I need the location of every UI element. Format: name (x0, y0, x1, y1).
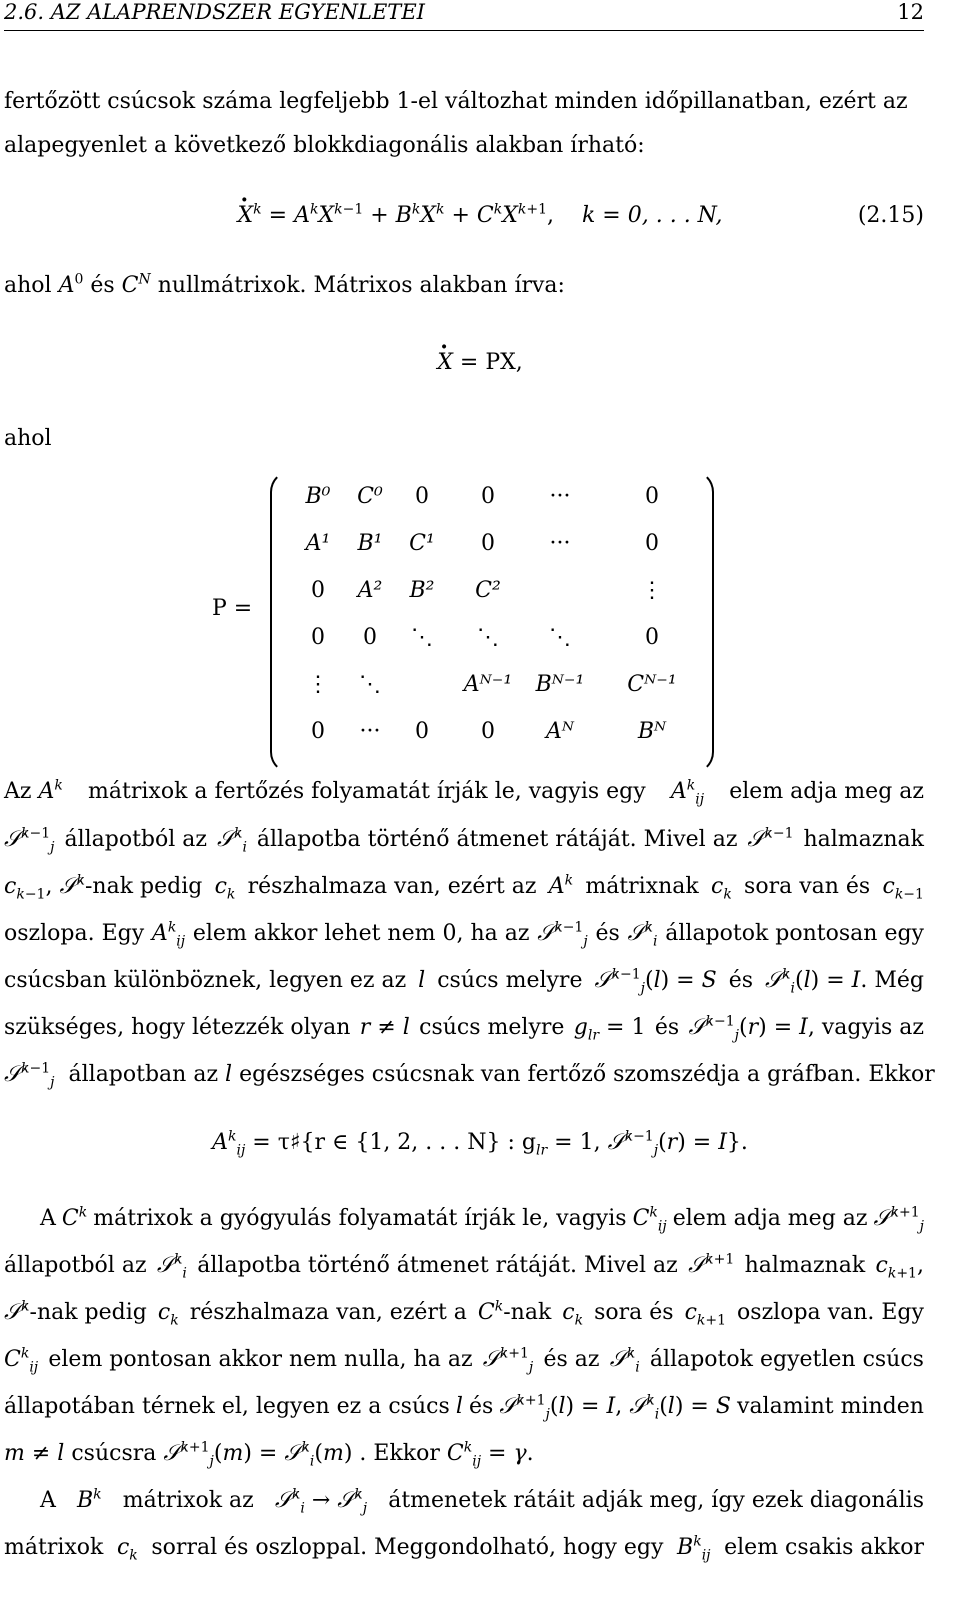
matrix-P (0, 470, 960, 770)
para2-line-3: 𝒮$^k$-nak pedig $c_k$ részhalmaza van, ezért a $C^k$-nak $c_k$ sora és $c_{k+1}$ oszlopa van. Egy (4, 1298, 924, 1329)
matrix-cell-r0-c4: ··· (549, 484, 571, 509)
matrix-cell-r2-c5: ⋮ (641, 578, 663, 603)
matrix-cell-r3-c5: 0 (645, 625, 659, 650)
matrix-cell-r1-c4: ··· (549, 531, 571, 556)
matrix-cell-r5-c0: 0 (311, 719, 325, 744)
matrix-cell-r4-c4: Bᴺ⁻¹ (535, 672, 585, 697)
para2-line-2: állapotból az 𝒮$^k_i$ állapotba történő átmenet rátáját. Mivel az 𝒮$^{k+1}$ halmaznak $c_{k+1}$, (4, 1251, 924, 1282)
equation-number: (2.15) (857, 203, 924, 228)
matrix-cell-r3-c3: ⋱ (477, 625, 499, 650)
para1-line-3: $c_{k-1}$, 𝒮$^k$-nak pedig $c_k$ részhalmaza van, ezért az $A^k$ mátrixnak $c_k$ sora van és $c_{k-1}$ (4, 872, 924, 903)
para1-line-1: Az $A^k$ mátrixok a fertőzés folyamatát írják le, vagyis egy $A^k_{ij}$ elem adja meg az (4, 777, 924, 808)
ahol-label: ahol (4, 426, 52, 451)
matrix-label: P = (212, 596, 253, 621)
para1-line-7: 𝒮$^{k-1}_j$ állapotban az l egészséges csúcsnak van fertőző szomszédja a gráfban. Ekkor (4, 1060, 935, 1091)
para3-line-2: mátrixok $c_k$ sorral és oszloppal. Meggondolható, hogy egy $B^k_{ij}$ elem csakis akkor (4, 1533, 924, 1564)
matrix-cell-r2-c1: A² (357, 578, 383, 603)
matrix-cell-r3-c1: 0 (363, 625, 377, 650)
matrix-cell-r1-c0: A¹ (305, 531, 331, 556)
intro-line-2: alapegyenlet a következő blokkdiagonális alakban írható: (4, 133, 645, 158)
matrix-cell-r4-c5: Cᴺ⁻¹ (627, 672, 677, 697)
equation-A-ij: $A^k_{ij}$ = τ♯{r ∈ {1, 2, . . . N} : $g_{lr} = 1$, 𝒮$^{k-1}_j$(r) = I}. (212, 1128, 748, 1159)
para1-line-4: oszlopa. Egy $A^k_{ij}$ elem akkor lehet nem 0, ha az 𝒮$^{k-1}_j$ és 𝒮$^k_i$ állapotok pontosan egy (4, 919, 924, 950)
intro-line-1: fertőzött csúcsok száma legfeljebb 1-el változhat minden időpillanatban, ezért az (4, 89, 908, 114)
page-number: 12 (897, 0, 924, 24)
matrix-cell-r5-c5: Bᴺ (637, 719, 667, 744)
matrix-cell-r3-c2: ⋱ (411, 625, 433, 650)
matrix-cell-r1-c3: 0 (481, 531, 495, 556)
para3-line-1: A $B^k$ mátrixok az 𝒮$^k_i$ → 𝒮$^k_j$ átmenetek rátáit adják meg, így ezek diagonális (40, 1486, 924, 1517)
para1-line-6: szükséges, hogy létezzék olyan r ≠ l csúcs melyre $g_{lr} = 1$ és 𝒮$^{k-1}_j$(r) = I, vagyis az (4, 1013, 924, 1044)
matrix-cell-r3-c0: 0 (311, 625, 325, 650)
running-header (4, 0, 924, 31)
section-title: 2.6. AZ ALAPRENDSZER EGYENLETEI (4, 0, 425, 24)
equation-range: k = 0, . . . N, (581, 203, 723, 228)
matrix-cell-r4-c0: ⋮ (307, 672, 329, 697)
para1-line-2: 𝒮$^{k-1}_j$ állapotból az 𝒮$^k_i$ állapotba történő átmenet rátáját. Mivel az 𝒮$^{k-1}$ halmaznak (4, 825, 924, 856)
ahol-line: ahol $A^0$ és $C^N$ nullmátrixok. Mátrixos alakban írva: (4, 271, 565, 298)
matrix-cell-r0-c1: C⁰ (357, 484, 383, 509)
para2-line-5: állapotában térnek el, legyen ez a csúcs l és 𝒮$^{k+1}_j$(l) = I, 𝒮$^k_i$(l) = S valamint minden (4, 1392, 924, 1423)
matrix-cell-r5-c2: 0 (415, 719, 429, 744)
equation-2-15: · $X^k = A^kX^{k-1} + B^kX^k + C^kX^{k+1}$, k = 0, . . . N, (0, 203, 960, 228)
matrix-cell-r0-c2: 0 (415, 484, 429, 509)
matrix-cell-r2-c2: B² (409, 578, 435, 603)
matrix-cell-r0-c0: B⁰ (305, 484, 331, 509)
matrix-cell-r3-c4: ⋱ (549, 625, 571, 650)
para2-line-1: A $C^k$ mátrixok a gyógyulás folyamatát írják le, vagyis $C^k_{ij}$ elem adja meg az 𝒮$^{k+1}_j$ (40, 1204, 924, 1235)
right-paren (690, 470, 714, 774)
matrix-cell-r1-c1: B¹ (357, 531, 383, 556)
matrix-cell-r0-c3: 0 (481, 484, 495, 509)
matrix-equation: · X = PX, (0, 350, 960, 375)
matrix-cell-r2-c3: C² (475, 578, 501, 603)
para1-line-5: csúcsban különböznek, legyen ez az l csúcs melyre 𝒮$^{k-1}_j$(l) = S és 𝒮$^k_i$(l) = I. Még (4, 966, 924, 997)
matrix-cell-r5-c1: ··· (359, 719, 381, 744)
matrix-cell-r5-c3: 0 (481, 719, 495, 744)
matrix-cell-r1-c5: 0 (645, 531, 659, 556)
matrix-cell-r2-c0: 0 (311, 578, 325, 603)
para2-line-4: $C^k_{ij}$ elem pontosan akkor nem nulla, ha az 𝒮$^{k+1}_j$ és az 𝒮$^k_i$ állapotok egyetlen csúcs (4, 1345, 924, 1376)
matrix-cell-r4-c3: Aᴺ⁻¹ (463, 672, 513, 697)
matrix-cell-r1-c2: C¹ (409, 531, 435, 556)
matrix-cell-r5-c4: Aᴺ (545, 719, 574, 744)
matrix-cell-r0-c5: 0 (645, 484, 659, 509)
para2-line-6: m ≠ l csúcsra 𝒮$^{k+1}_j$(m) = 𝒮$^k_i$(m) . Ekkor $C^k_{ij} = \gamma$. (4, 1439, 534, 1470)
matrix-cell-r4-c1: ⋱ (359, 672, 381, 697)
